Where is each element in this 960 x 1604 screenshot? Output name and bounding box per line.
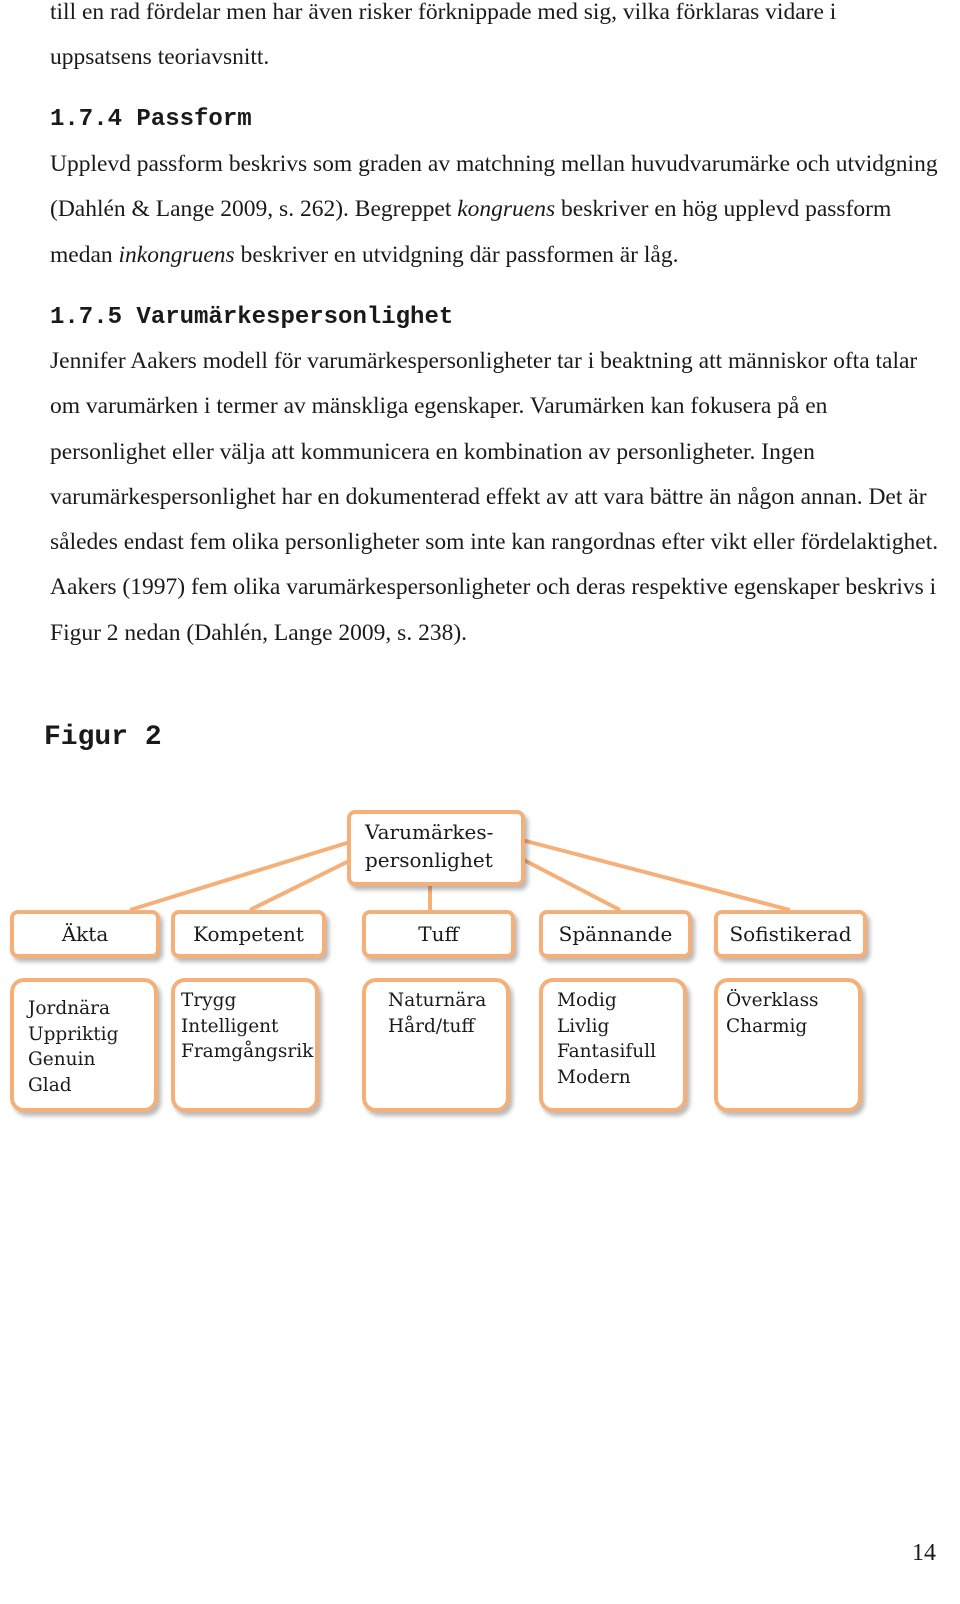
trait-item: Naturnära <box>388 990 487 1011</box>
trait-item: Charmig <box>726 1015 808 1037</box>
trait-item: Uppriktig <box>28 1023 119 1045</box>
traits-kompetent <box>171 978 319 1112</box>
trait-item: Jordnära <box>28 998 111 1019</box>
trait-item: Framgångsrik <box>181 1041 314 1062</box>
passform-text-b: beskriver en hög upplevd passform medan <box>50 196 892 268</box>
trait-item: Intelligent <box>181 1015 279 1037</box>
root-label-line-1: Varumärkes- <box>365 820 494 844</box>
traits-spannande <box>539 978 687 1112</box>
paragraph-varumarkespersonlighet: Jennifer Aakers modell för varumärkespersonligheter tar i beaktning att människor ofta talar om varumärken i termer av mänskliga egenskaper. Varumärken kan fokusera på en personlighet eller välja att kommunicera en kombination av personligheter. Ingen varumärkespersonlighet har en dokumenterad effekt av att vara bättre än någon annan. Det är således endast fem olika personligheter som inte kan rangordnas efter vikt eller fördelaktighet. Aakers (1997) fem olika varumärkespersonligheter och deras respektive egenskaper beskrivs i Figur 2 nedan (Dahlén, Lange 2009, s. 238). <box>50 348 939 646</box>
intro-line-2: uppsatsens teoriavsnitt. <box>50 44 270 71</box>
trait-item: Genuin <box>28 1049 96 1070</box>
connector-kompetent <box>250 858 355 910</box>
passform-text-a: Upplevd passform beskrivs som graden av matchning mellan huvudvarumärke och utvidgning (Dahlén & Lange 2009, s. 262). Begreppet <box>50 151 938 223</box>
traits-akta <box>10 978 158 1112</box>
diagram-root-node <box>347 810 525 886</box>
dimension-tuff: Tuff <box>362 910 515 958</box>
connector-sofistikerad <box>522 840 790 910</box>
trait-item: Livlig <box>557 1015 610 1037</box>
term-kongruens: kongruens <box>457 196 556 223</box>
passform-text-c: beskriver en utvidgning där passformen är låg. <box>234 241 679 268</box>
connector-spannande <box>520 858 620 910</box>
section-heading-passform: 1.7.4 Passform <box>50 106 252 133</box>
root-label-line-2: personlighet <box>365 848 493 872</box>
term-inkongruens: inkongruens <box>118 241 235 268</box>
traits-sofistikerad <box>714 978 862 1112</box>
dimension-sofistikerad: Sofistikerad <box>714 910 867 958</box>
dimension-spannande: Spännande <box>539 910 692 958</box>
dimension-akta: Äkta <box>10 910 160 958</box>
traits-tuff <box>362 978 510 1112</box>
intro-line-1: till en rad fördelar men har även risker förknippade med sig, vilka förklaras vidare i <box>50 0 837 25</box>
trait-item: Hård/tuff <box>388 1015 475 1037</box>
trait-item: Modig <box>557 990 617 1011</box>
dimension-kompetent: Kompetent <box>171 910 326 958</box>
trait-item: Trygg <box>181 990 237 1011</box>
section-heading-varumarkespersonlighet: 1.7.5 Varumärkespersonlighet <box>50 304 454 331</box>
trait-item: Överklass <box>726 990 819 1011</box>
page-number: 14 <box>912 1540 936 1566</box>
trait-item: Glad <box>28 1074 72 1096</box>
figure-title: Figur 2 <box>44 722 162 753</box>
trait-item: Fantasifull <box>557 1041 656 1062</box>
trait-item: Modern <box>557 1066 631 1088</box>
